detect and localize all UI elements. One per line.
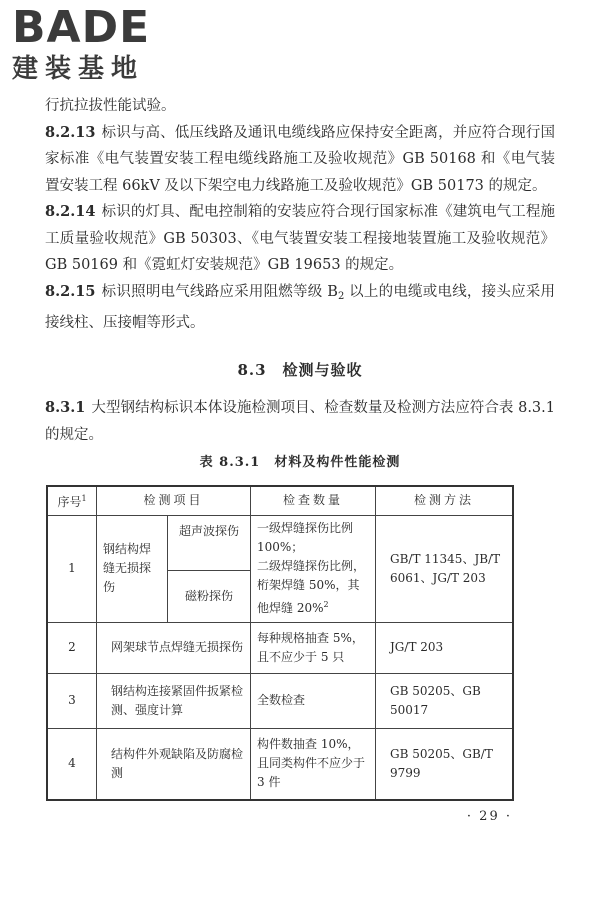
row-subitem: 超声波探伤 — [168, 515, 251, 571]
clause-8-2-14 — [45, 199, 555, 279]
row-index: 3 — [47, 673, 97, 728]
paragraph-continuation: 行抗拉拔性能试验。 — [45, 98, 176, 114]
clause-number: 8.2.15 — [45, 282, 96, 300]
row-quantity: 每种规格抽查 5%，且不应少于 5 只 — [251, 622, 376, 673]
logo-subtitle: 建装基地 — [12, 54, 145, 84]
table-row — [47, 622, 513, 673]
row-index: 1 — [47, 515, 97, 622]
clause-number: 8.2.13 — [45, 123, 96, 141]
table-row — [47, 728, 513, 800]
row-method: GB 50205、GB/T 9799 — [376, 728, 514, 800]
bade-logo — [12, 2, 184, 88]
clause-text-before: 标识照明电气线路应采用阻燃等级 B — [101, 283, 338, 300]
document-body — [45, 93, 555, 801]
row-quantity: 构件数抽查 10%，且同类构件不应少于 3 件 — [251, 728, 376, 800]
row-item-group: 钢结构焊缝无损探伤 — [97, 515, 168, 622]
row-method: GB 50205、GB 50017 — [376, 673, 514, 728]
clause-8-2-13 — [45, 120, 555, 200]
footnote-mark: 1 — [81, 494, 87, 503]
clause-text: 大型钢结构标识本体设施检测项目、检查数量及检测方法应符合表 8.3.1 的规定。 — [45, 400, 555, 443]
table-caption: 表 8.3.1 材料及构件性能检测 — [199, 455, 401, 470]
clause-8-3-1 — [45, 395, 555, 448]
quantity-line: 二级焊缝探伤比例，桁架焊缝 50%，其他焊缝 20%$^2$ — [257, 559, 366, 615]
table-row — [47, 673, 513, 728]
row-index: 2 — [47, 622, 97, 673]
clause-number: 8.3.1 — [45, 399, 86, 416]
row-method: JG/T 203 — [376, 622, 514, 673]
row-subitem: 磁粉探伤 — [168, 571, 251, 622]
header-item: 检测项目 — [97, 486, 251, 516]
logo-brand: BADE — [12, 2, 151, 53]
subscript: 2 — [337, 290, 345, 302]
footnote-mark: 2 — [323, 600, 329, 609]
clause-8-2-15 — [45, 279, 555, 337]
header-index: 序号$^1$ — [47, 486, 97, 516]
row-item: 钢结构连接紧固件扳紧检测、强度计算 — [97, 673, 251, 728]
row-item: 结构件外观缺陷及防腐检测 — [97, 728, 251, 800]
table-row — [47, 515, 513, 571]
clause-text-after: 以上的电缆或电线，接头应采用接线柱、压接帽等形式。 — [45, 283, 556, 331]
row-item: 网架球节点焊缝无损探伤 — [97, 622, 251, 673]
clause-number: 8.2.14 — [45, 203, 96, 220]
clause-text: 标识的灯具、配电控制箱的安装应符合现行国家标准《建筑电气工程施工质量验收规范》GB 50303、《电气装置安装工程接地装置施工及验收规范》GB 50169 和《霓虹灯安装规范》GB 19653 的规定。 — [45, 204, 555, 273]
inspection-table — [46, 485, 514, 801]
page-number: · 29 · — [466, 809, 512, 824]
row-index: 4 — [47, 728, 97, 800]
row-quantity: 全数检查 — [251, 673, 376, 728]
section-heading: 8.3 检测与验收 — [237, 360, 363, 379]
quantity-line: 一级焊缝探伤比例 100%； — [257, 521, 354, 554]
table-header-row — [47, 486, 513, 516]
header-quantity: 检查数量 — [251, 486, 376, 516]
clause-text: 标识与高、低压线路及通讯电缆线路应保持安全距离，并应符合现行国家标准《电气装置安装工程电缆线路施工及验收规范》GB 50168 和《电气装置安装工程 66kV 及以下架空电力线路施工及验收规范》GB 50173 的规定。 — [45, 124, 555, 194]
header-method: 检测方法 — [376, 486, 514, 516]
row-quantity — [251, 515, 376, 622]
row-method: GB/T 11345、JB/T 6061、JG/T 203 — [376, 515, 514, 622]
